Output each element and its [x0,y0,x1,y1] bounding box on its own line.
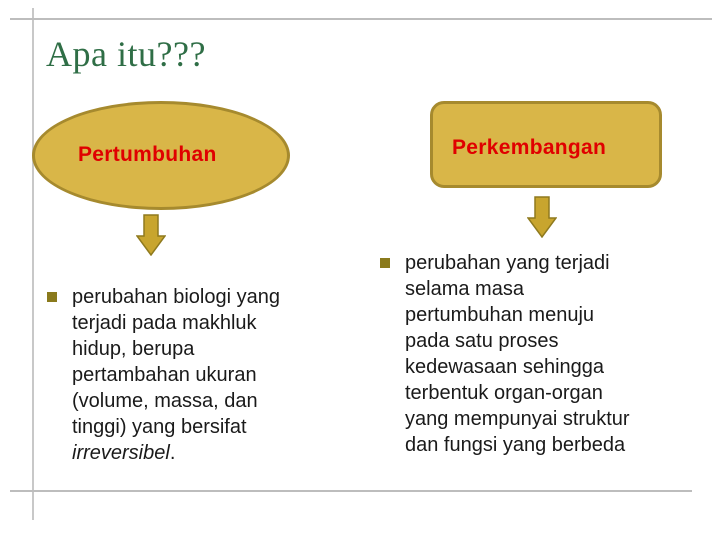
bullet-icon [47,292,57,302]
perkembangan-label: Perkembangan [452,136,607,159]
end-punctuation: . [169,442,176,464]
bullet-icon [380,258,390,268]
text-line: perubahan yang terjadi [405,252,610,274]
text-line: tinggi) yang bersifat [72,416,247,438]
italic-term: irreversibel [72,442,170,464]
perkembangan-description [405,250,630,458]
text-line: (volume, massa, dan [72,390,258,412]
text-line: kedewasaan sehingga [405,356,605,378]
down-arrow-icon [136,214,166,256]
text-line: selama masa [405,278,524,300]
text-line: pada satu proses [405,330,559,352]
text-line: terbentuk organ-organ [405,382,603,404]
text-line: hidup, berupa [72,338,195,360]
frame-vertical-line [32,8,34,520]
text-line: dan fungsi yang berbeda [405,434,626,456]
frame-top-line [10,18,712,20]
pertumbuhan-description [72,284,280,466]
text-line: pertumbuhan menuju [405,304,595,326]
down-arrow-icon [527,196,557,238]
text-line: yang mempunyai struktur [405,408,630,430]
text-line: terjadi pada makhluk [72,312,257,334]
frame-bottom-line [10,490,692,492]
text-line: pertambahan ukuran [72,364,257,386]
slide-title: Apa itu??? [46,34,206,74]
pertumbuhan-label: Pertumbuhan [78,143,217,166]
text-line: perubahan biologi yang [72,286,280,308]
text-line [72,440,280,466]
